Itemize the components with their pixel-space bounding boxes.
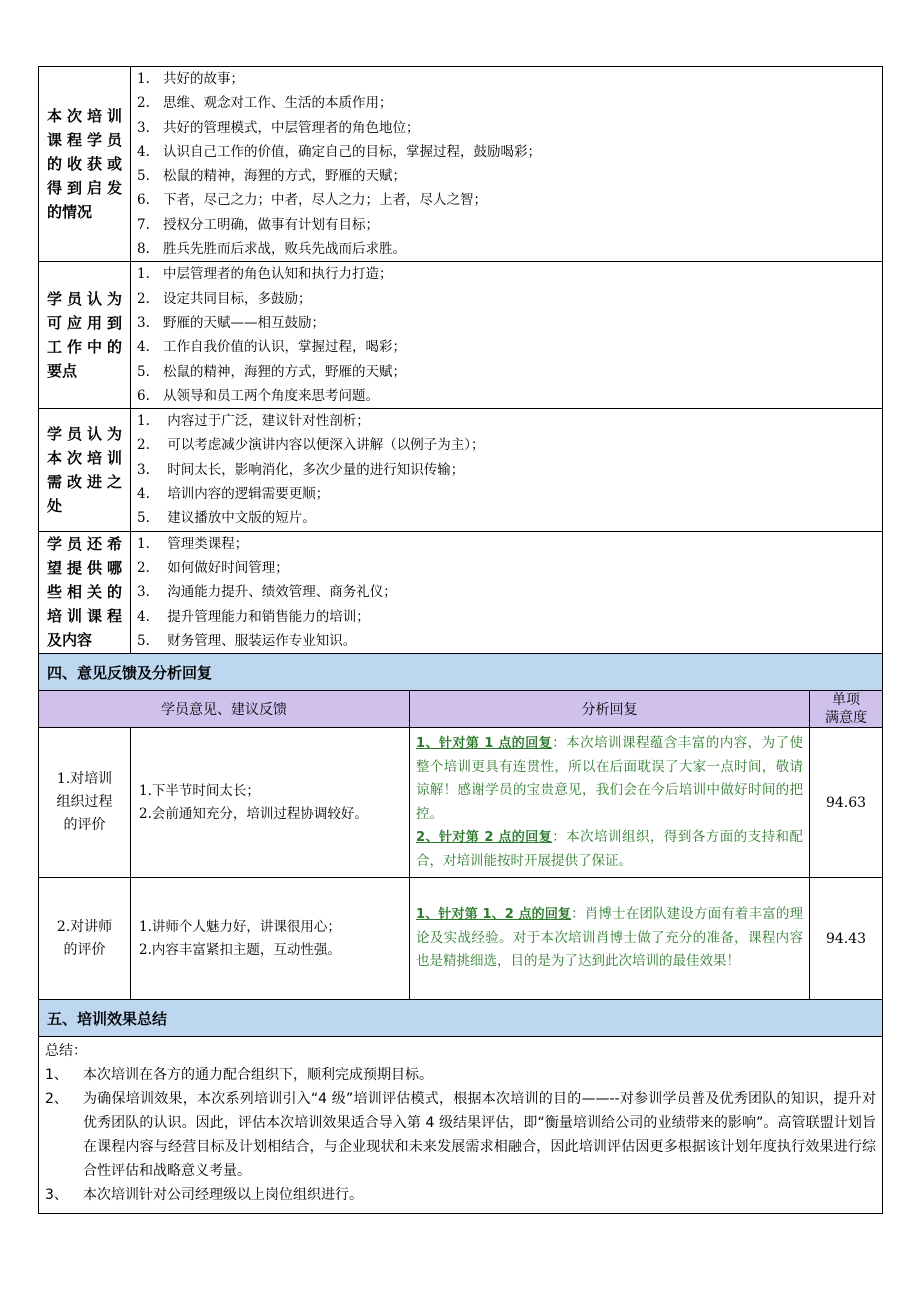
list-item: 4. 认识自己工作的价值，确定自己的目标，掌握过程，鼓励喝彩； [137,143,541,160]
wishes-row [39,531,883,653]
improve-list-cell [131,409,883,531]
list-item: 1. 管理类课程； [137,535,249,552]
improve-label: 学员认为 本次培训 需改进之 处 [39,409,131,531]
gains-row [39,67,883,262]
summary-point: 2、 为确保培训效果，本次系列培训引入“4 级”培训评估模式，根据本次培训的目的——--对参训学员普及优秀团队的知识，提升对优秀团队的认识。因此，评估本次培训效果适合导入第 4 级结果评估，即“衡量培训给公司的业绩带来的影响”。高管联盟计划旨在课程内容与经营目标及计划相结合，与企业现状和未来发展需求相融合，因此培训评估因更多根据该计划年度执行效果进行综合性评估和战略意义考量。 [45,1091,876,1180]
list-item: 2. 可以考虑减少演讲内容以便深入讲解（以例子为主）； [137,437,485,454]
summary-point: 1、 本次培训在各方的通力配合组织下，顺利完成预期目标。 [45,1067,433,1084]
feedback-text: 1.下半节时间太长； 2.会前通知充分，培训过程协调较好。 [131,728,410,878]
list-item: 6. 下者，尽己之力；中者，尽人之力；上者，尽人之智； [137,192,487,209]
report-table [38,66,883,1214]
col-reply-header: 分析回复 [410,691,810,728]
list-item: 4. 工作自我价值的认识，掌握过程，喝彩； [137,339,406,356]
list-item: 5. 建议播放中文版的短片。 [137,510,316,527]
apply-label: 学员认为 可应用到 工作中的 要点 [39,262,131,409]
list-item: 5. 财务管理、服装运作专业知识。 [137,632,357,649]
feedback-header-row [39,691,883,728]
apply-row [39,262,883,409]
feedback-section-row [39,654,883,691]
summary-point: 3、 本次培训针对公司经理级以上岗位组织进行。 [45,1187,363,1204]
wishes-label: 学员还希 望提供哪 些相关的 培训课程 及内容 [39,531,131,653]
improve-row [39,409,883,531]
summary-section-title: 五、培训效果总结 [39,1000,883,1037]
list-item: 1. 内容过于广泛，建议针对性剖析； [137,413,370,430]
table-row [39,878,883,1000]
training-report-sheet [38,66,882,1214]
list-item: 4. 培训内容的逻辑需要更顺； [137,486,330,503]
improve-list [131,409,882,530]
list-item: 2. 设定共同目标，多鼓励； [137,290,312,307]
list-item: 2. 思维、观念对工作、生活的本质作用； [137,95,393,112]
apply-list [131,262,882,408]
feedback-section-title: 四、意见反馈及分析回复 [39,654,883,691]
apply-list-cell [131,262,883,409]
wishes-list [131,532,882,653]
list-item: 5. 松鼠的精神，海狸的方式，野雁的天赋； [137,168,406,185]
feedback-category: 1.对培训 组织过程 的评价 [39,728,131,878]
summary-intro: 总结： [45,1043,87,1060]
gains-list [131,67,882,261]
list-item: 4. 提升管理能力和销售能力的培训； [137,608,370,625]
feedback-text: 1.讲师个人魅力好，讲课很用心； 2.内容丰富紧扣主题，互动性强。 [131,878,410,1000]
list-item: 1. 中层管理者的角色认知和执行力打造； [137,266,393,283]
wishes-list-cell [131,531,883,653]
summary-section-row [39,1000,883,1037]
feedback-category: 2.对讲师 的评价 [39,878,131,1000]
list-item: 2. 如何做好时间管理； [137,559,289,576]
satisfaction-score: 94.43 [810,878,883,1000]
satisfaction-score: 94.63 [810,728,883,878]
list-item: 3. 沟通能力提升、绩效管理、商务礼仪； [137,584,397,601]
list-item: 3. 野雁的天赋——相互鼓励； [137,314,325,331]
list-item: 8. 胜兵先胜而后求战，败兵先战而后求胜。 [137,241,406,258]
gains-label: 本次培训 课程学员 的收获或 得到启发 的情况 [39,67,131,262]
list-item: 5. 松鼠的精神，海狸的方式，野雁的天赋； [137,363,406,380]
list-item: 6. 从领导和员工两个角度来思考问题。 [137,387,379,404]
col-feedback-header: 学员意见、建议反馈 [39,691,410,728]
gains-list-cell [131,67,883,262]
list-item: 3. 共好的管理模式，中层管理者的角色地位； [137,119,420,136]
summary-row [39,1037,883,1214]
col-score-header: 单项 满意度 [810,691,883,728]
summary-body [39,1037,883,1214]
reply-text: 1、针对第 1、2 点的回复：肖博士在团队建设方面有着丰富的理论及实战经验。对于本次培训肖博士做了充分的准备，课程内容也是精挑细选，目的是为了达到此次培训的最佳效果！ [410,878,810,1000]
list-item: 3. 时间太长，影响消化，多次少量的进行知识传输； [137,461,465,478]
table-row [39,728,883,878]
reply-text: 1、针对第 1 点的回复：本次培训课程蕴含丰富的内容，为了使整个培训更具有连贯性，所以在后面耽误了大家一点时间，敬请谅解！感谢学员的宝贵意见，我们会在今后培训中做好时间的把控。 2、针对第 2 点的回复：本次培训组织，得到各方面的支持和配合，对培训能按时开展提供了保证。 [410,728,810,878]
list-item: 7. 授权分工明确，做事有计划有目标； [137,216,379,233]
list-item: 1. 共好的故事； [137,71,244,87]
